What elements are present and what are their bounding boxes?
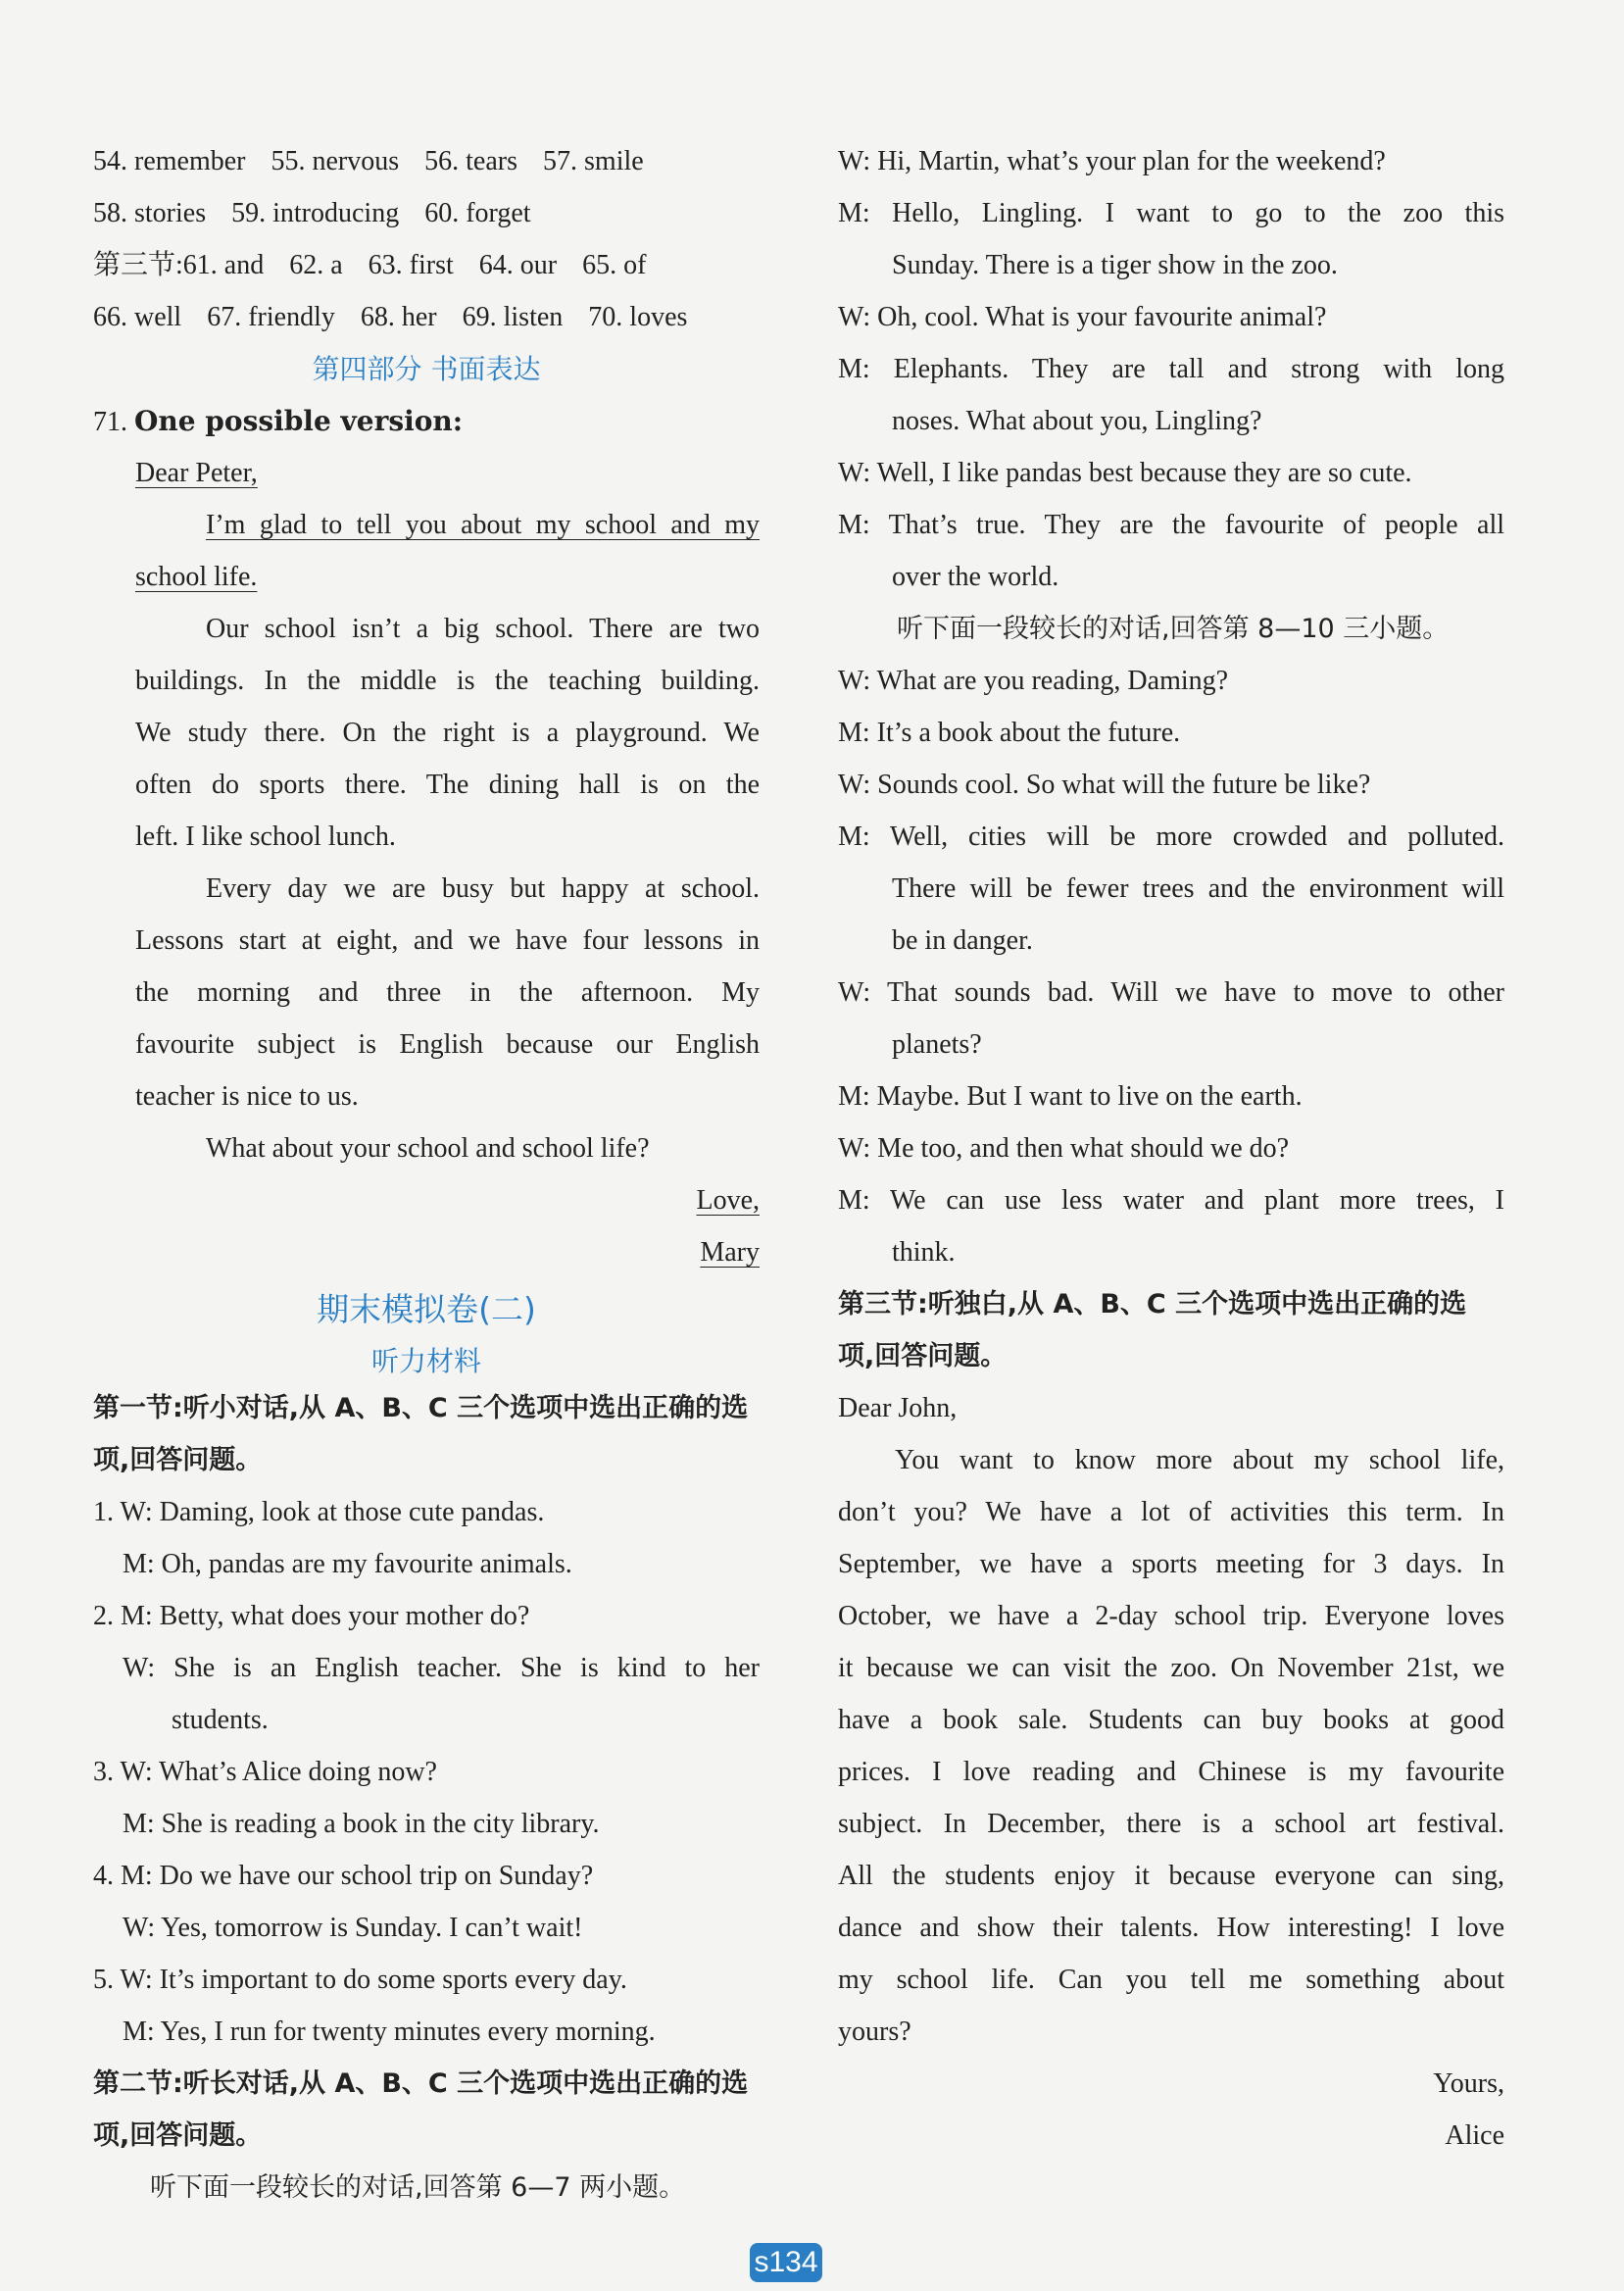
dialog-line: M: That’s true. They are the favourite of people all — [838, 510, 1504, 540]
section3-heading-cont: 项,回答问题。 — [838, 1341, 1008, 1371]
dialog-line: 2. M: Betty, what does your mother do? — [93, 1601, 530, 1631]
letter2-line: my school life. Can you tell me something about — [838, 1965, 1504, 1995]
section3-heading: 第三节:听独白,从 A、B、C 三个选项中选出正确的选 — [838, 1289, 1467, 1320]
answers-row-2: 58. stories 59. introducing 60. forget — [93, 198, 531, 228]
letter-signature: Mary — [700, 1237, 760, 1268]
dialog-line: M: She is reading a book in the city library. — [123, 1809, 600, 1839]
letter2-line: prices. I love reading and Chinese is my favourite — [838, 1757, 1504, 1787]
dialog-line: over the world. — [892, 562, 1059, 592]
letter-line: the morning and three in the afternoon. My — [135, 977, 760, 1008]
letter2-line: don’t you? We have a lot of activities this term. In — [838, 1497, 1504, 1527]
letter-line: What about your school and school life? — [206, 1133, 650, 1164]
dialog-line: W: She is an English teacher. She is kind to her — [123, 1653, 760, 1683]
letter-greeting: Dear Peter, — [135, 458, 258, 488]
answers-row-1: 54. remember 55. nervous 56. tears 57. smile — [93, 146, 644, 176]
dialog-line: 5. W: It’s important to do some sports every day. — [93, 1965, 627, 1995]
dialog-line: M: Yes, I run for twenty minutes every morning. — [123, 2017, 656, 2047]
section1-heading: 第一节:听小对话,从 A、B、C 三个选项中选出正确的选 — [93, 1393, 749, 1423]
dialog-line: 3. W: What’s Alice doing now? — [93, 1757, 437, 1787]
left-column — [93, 135, 760, 2214]
dialog-line: W: Yes, tomorrow is Sunday. I can’t wait! — [123, 1913, 583, 1943]
section1-heading-cont: 项,回答问题。 — [93, 1445, 263, 1475]
letter-p1-line1: I’m glad to tell you about my school and my — [206, 510, 760, 540]
letter-closing: Love, — [696, 1185, 760, 1216]
letter2-greeting: Dear John, — [838, 1393, 958, 1423]
exam-title: 期末模拟卷(二) — [317, 1290, 536, 1328]
dialog-line: be in danger. — [892, 925, 1033, 956]
answers-row-4: 66. well 67. friendly 68. her 69. listen 70. loves — [93, 302, 688, 332]
letter-line: Every day we are busy but happy at school. — [206, 873, 760, 904]
section2-note: 听下面一段较长的对话,回答第 6—7 两小题。 — [150, 2172, 686, 2203]
dialog-line: noses. What about you, Lingling? — [892, 406, 1262, 436]
dialog-line: think. — [892, 1237, 956, 1268]
dialog-line: W: Oh, cool. What is your favourite animal? — [838, 302, 1327, 332]
dialog-line: M: Maybe. But I want to live on the earth. — [838, 1081, 1303, 1112]
part4-title: 第四部分 书面表达 — [312, 353, 541, 385]
dialog-line: There will be fewer trees and the environment will — [892, 873, 1504, 904]
q71-heading: 71. One possible version: — [93, 405, 464, 437]
dialog-line: M: Well, cities will be more crowded and polluted. — [838, 822, 1504, 852]
dialog-line: Sunday. There is a tiger show in the zoo. — [892, 250, 1338, 280]
right-column — [838, 135, 1504, 2162]
dialog-line: W: What are you reading, Daming? — [838, 666, 1229, 696]
letter2-closing: Yours, — [1433, 2068, 1504, 2099]
dialog-line: planets? — [892, 1029, 982, 1060]
letter-p1-line2: school life. — [135, 562, 258, 592]
section2-heading-cont: 项,回答问题。 — [93, 2120, 263, 2151]
letter-line: teacher is nice to us. — [135, 1081, 359, 1112]
dialog-line: M: We can use less water and plant more trees, I — [838, 1185, 1504, 1216]
dialog-line: W: Sounds cool. So what will the future be like? — [838, 770, 1371, 800]
section2-heading: 第二节:听长对话,从 A、B、C 三个选项中选出正确的选 — [93, 2068, 749, 2099]
dialog-line: M: Oh, pandas are my favourite animals. — [123, 1549, 572, 1579]
listening-title: 听力材料 — [370, 1345, 481, 1377]
letter-line: favourite subject is English because our English — [135, 1029, 760, 1060]
letter2-line: yours? — [838, 2017, 911, 2047]
dialog-line: W: Me too, and then what should we do? — [838, 1133, 1290, 1164]
dialog-line: 4. M: Do we have our school trip on Sunday? — [93, 1861, 594, 1891]
letter2-line: You want to know more about my school life, — [895, 1445, 1504, 1475]
dialog-line: M: Elephants. They are tall and strong with long — [838, 354, 1504, 384]
dialog-line: students. — [172, 1705, 269, 1735]
answers-row-3: 第三节:61. and 62. a 63. first 64. our 65. of — [93, 250, 647, 280]
letter2-line: have a book sale. Students can buy books at good — [838, 1705, 1504, 1735]
dialog-line: W: That sounds bad. Will we have to move to other — [838, 977, 1504, 1008]
dialog-line: W: Well, I like pandas best because they are so cute. — [838, 458, 1412, 488]
letter2-signature: Alice — [1445, 2120, 1504, 2151]
letter-line: buildings. In the middle is the teaching building. — [135, 666, 760, 696]
q71-label: One possible version: — [134, 405, 464, 437]
letter2-line: dance and show their talents. How interesting! I love — [838, 1913, 1504, 1943]
letter-line: Lessons start at eight, and we have four lessons in — [135, 925, 760, 956]
letter2-line: All the students enjoy it because everyone can sing, — [838, 1861, 1504, 1891]
letter2-line: subject. In December, there is a school art festival. — [838, 1809, 1504, 1839]
note-2: 听下面一段较长的对话,回答第 8—10 三小题。 — [897, 614, 1450, 644]
dialog-line: M: Hello, Lingling. I want to go to the zoo this — [838, 198, 1504, 228]
letter2-line: October, we have a 2-day school trip. Everyone loves — [838, 1601, 1504, 1631]
page-number: s134 — [750, 2243, 822, 2282]
letter-line: often do sports there. The dining hall is on the — [135, 770, 760, 800]
letter2-line: it because we can visit the zoo. On November 21st, we — [838, 1653, 1504, 1683]
letter-line: We study there. On the right is a playground. We — [135, 718, 760, 748]
dialog-line: M: It’s a book about the future. — [838, 718, 1181, 748]
letter2-line: September, we have a sports meeting for 3 days. In — [838, 1549, 1504, 1579]
dialog-line: W: Hi, Martin, what’s your plan for the weekend? — [838, 146, 1386, 176]
letter-line: Our school isn’t a big school. There are two — [206, 614, 760, 644]
letter-line: left. I like school lunch. — [135, 822, 396, 852]
dialog-line: 1. W: Daming, look at those cute pandas. — [93, 1497, 545, 1527]
